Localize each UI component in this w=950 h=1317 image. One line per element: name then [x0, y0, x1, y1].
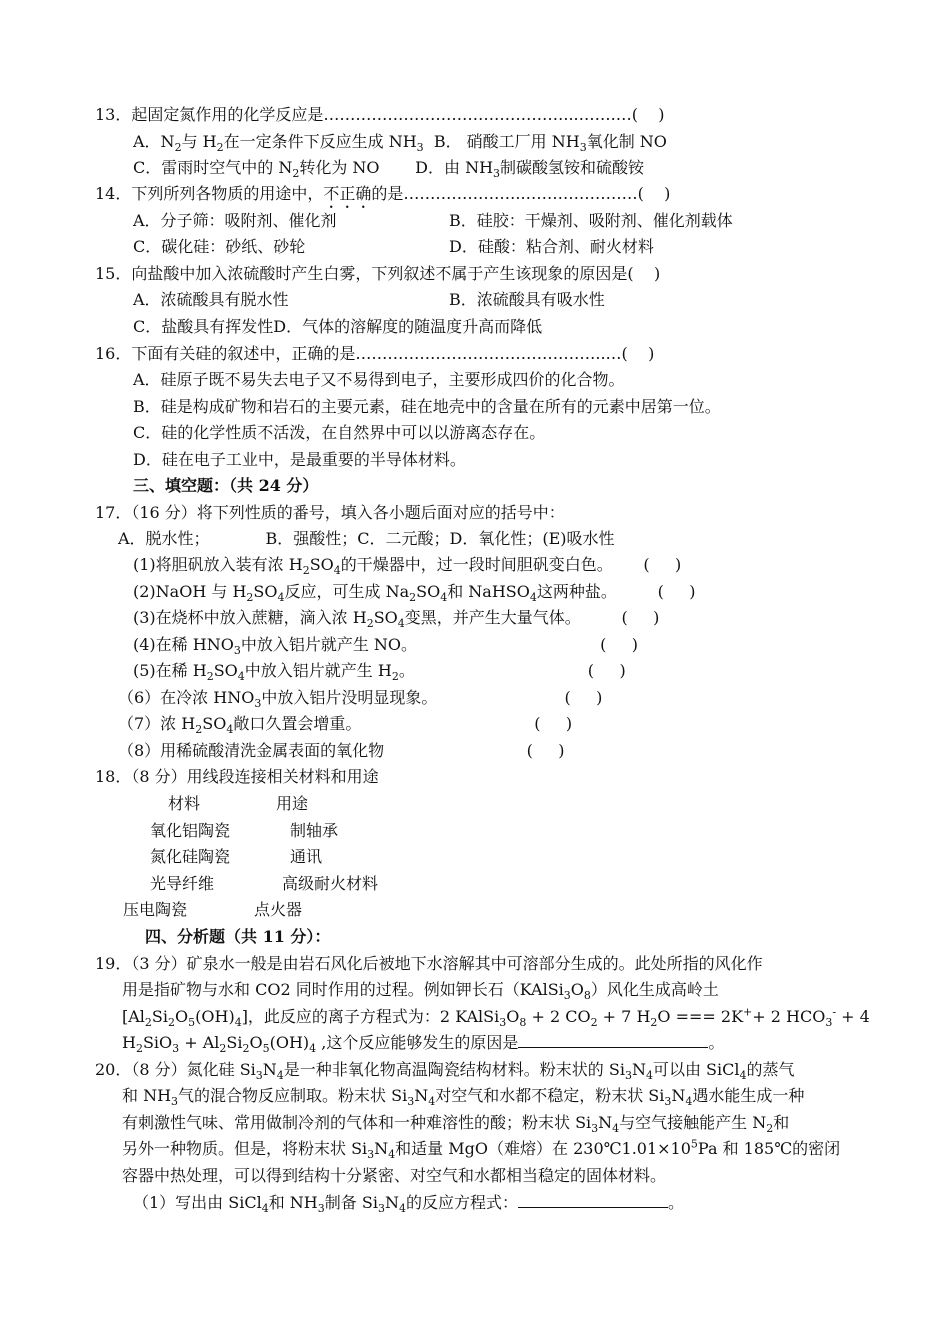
question-19-line-3: $[Al_2Si_2O_5(OH)_4]$，此反应的离子方程式为：2 $KAlSi_3O_8 + 2$ $CO_2 + 7$ $H_2O$ === 2K++ 2 $HCO_3^- + 4$: [122, 1005, 870, 1030]
question-14-option-d: D．硅酸：粘合剂、耐火材料: [449, 237, 654, 256]
question-13-options-ab: A．$N_2$与 $H_2$在一定条件下反应生成 $NH_3$ B． 硝酸工厂用 $NH_3$氧化制 NO: [133, 132, 667, 155]
question-18-use-4: 点火器: [254, 900, 303, 919]
question-14-option-a: A．分子筛：吸附剂、催化剂: [133, 211, 337, 230]
question-20-line-1: 20．（8 分）氮化硅 $Si_3N_4$是一种非氧化物高温陶瓷结构材料。粉末状的 $Si_3N_4$可以由 SiCl$_4$的蒸气: [95, 1060, 795, 1083]
section-3-heading: 三、填空题：（共 24 分）: [133, 476, 319, 495]
question-17-item-5: (5)在稀 $H_2SO_4$中放入铝片就产生 $H_2$。 ( ): [133, 661, 626, 684]
question-16-option-c: C．硅的化学性质不活泼，在自然界中可以以游离态存在。: [133, 423, 546, 442]
question-19-line-4: $H_2SiO_3 + Al_2Si_2O_5(OH)_4$ ,这个反应能够发生的原因是 。: [122, 1033, 725, 1056]
question-19-line-2: 用是指矿物与水和 CO2 同时作用的过程。例如钾长石$(KAlSi_3O_8)$风化生成高岭土: [122, 980, 719, 1003]
question-18-header-use: 用途: [276, 794, 309, 813]
question-18-material-4: 压电陶瓷: [123, 900, 188, 919]
question-17-item-4: (4)在稀 $HNO_3$中放入铝片就产生 NO。 ( ): [133, 635, 639, 658]
question-17-item-1: (1)将胆矾放入装有浓 $H_2SO_4$的干燥器中，过一段时间胆矾变白色。 ( ): [133, 555, 682, 578]
question-17: 17．（16 分）将下列性质的番号，填入各小题后面对应的括号中：: [95, 503, 565, 522]
question-18-material-2: 氮化硅陶瓷: [150, 847, 231, 866]
section-4-heading: 四、分析题（共 11 分）：: [145, 927, 331, 946]
question-17-item-6: （6）在冷浓 $HNO_3$中放入铝片没明显现象。 ( ): [118, 688, 603, 711]
question-18-use-3: 高级耐火材料: [282, 874, 379, 893]
question-20-line-3: 有刺激性气味、常用做制冷剂的气体和一种难溶性的酸；粉末状 $Si_3N_4$与空气接触能产生 $N_2$和: [122, 1113, 790, 1136]
question-18-header-material: 材料: [168, 794, 201, 813]
question-18-use-1: 制轴承: [290, 821, 339, 840]
question-20-line-5: 容器中热处理，可以得到结构十分紧密、对空气和水都相当稳定的固体材料。: [122, 1166, 667, 1185]
question-20-item-1: （1）写出由 SiCl$_4$和 $NH_3$制备 $Si_3N_4$的反应方程式： 。: [133, 1193, 684, 1216]
question-16-option-b: B．硅是构成矿物和岩石的主要元素，硅在地壳中的含量在所有的元素中居第一位。: [133, 397, 721, 416]
question-19-line-1: 19．（3 分）矿泉水一般是由岩石风化后被地下水溶解其中可溶部分生成的。此处所指的风化作: [95, 954, 763, 973]
question-15-option-a: A．浓硫酸具有脱水性: [133, 290, 289, 309]
question-13-options-cd: C．雷雨时空气中的 $N_2$转化为 NO D．由 $NH_3$制碳酸氢铵和硫酸铵: [133, 158, 645, 181]
question-15-options-cd: C．盐酸具有挥发性D．气体的溶解度的随温度升高而降低: [133, 317, 543, 336]
question-14: 14．下列所列各物质的用途中，不正确的是…………………..…………………( ): [95, 184, 671, 203]
question-18-material-3: 光导纤维: [150, 874, 215, 893]
question-16-option-a: A．硅原子既不易失去电子又不易得到电子，主要形成四价的化合物。: [133, 370, 625, 389]
question-14-option-c: C．碳化硅：砂纸、砂轮: [133, 237, 306, 256]
question-17-item-2: (2)NaOH 与 $H_2SO_4$反应，可生成 $Na_2SO_4$和 NaHSO$_4$这两种盐。 ( ): [133, 582, 696, 605]
question-16-option-d: D．硅在电子工业中，是最重要的半导体材料。: [133, 450, 466, 469]
question-14-option-b: B．硅胶：干燥剂、吸附剂、催化剂载体: [449, 211, 733, 230]
question-18-material-1: 氧化铝陶瓷: [150, 821, 231, 840]
question-13: 13．起固定氮作用的化学反应是………………………………………...…….…( ): [95, 105, 665, 124]
question-18-use-2: 通讯: [290, 847, 323, 866]
question-18: 18．（8 分）用线段连接相关材料和用途: [95, 767, 379, 786]
question-15-option-b: B．浓硫酸具有吸水性: [449, 290, 605, 309]
question-17-choices: A．脱水性； B．强酸性；C．二元酸；D．氧化性；(E)吸水性: [118, 529, 615, 548]
question-17-item-8: （8）用稀硫酸清洗金属表面的氧化物 ( ): [118, 741, 565, 760]
question-17-item-3: (3)在烧杯中放入蔗糖，滴入浓 $H_2SO_4$变黑，并产生大量气体。 ( ): [133, 608, 660, 631]
question-15: 15．向盐酸中加入浓硫酸时产生白雾，下列叙述不属于产生该现象的原因是( ): [95, 264, 661, 283]
question-16: 16．下面有关硅的叙述中，正确的是………………………………………..…( ): [95, 344, 655, 363]
question-20-line-2: 和 $NH_3$气的混合物反应制取。粉末状 $Si_3N_4$对空气和水都不稳定，粉末状 $Si_3N_4$遇水能生成一种: [122, 1086, 805, 1109]
question-20-line-4: 另外一种物质。但是，将粉末状 $Si_3N_4$和适量 MgO（难熔）在 $230℃1.01\times 10^5Pa$ 和 185℃的密闭: [122, 1137, 841, 1162]
question-17-item-7: （7）浓 $H_2SO_4$敞口久置会增重。 ( ): [118, 714, 573, 737]
